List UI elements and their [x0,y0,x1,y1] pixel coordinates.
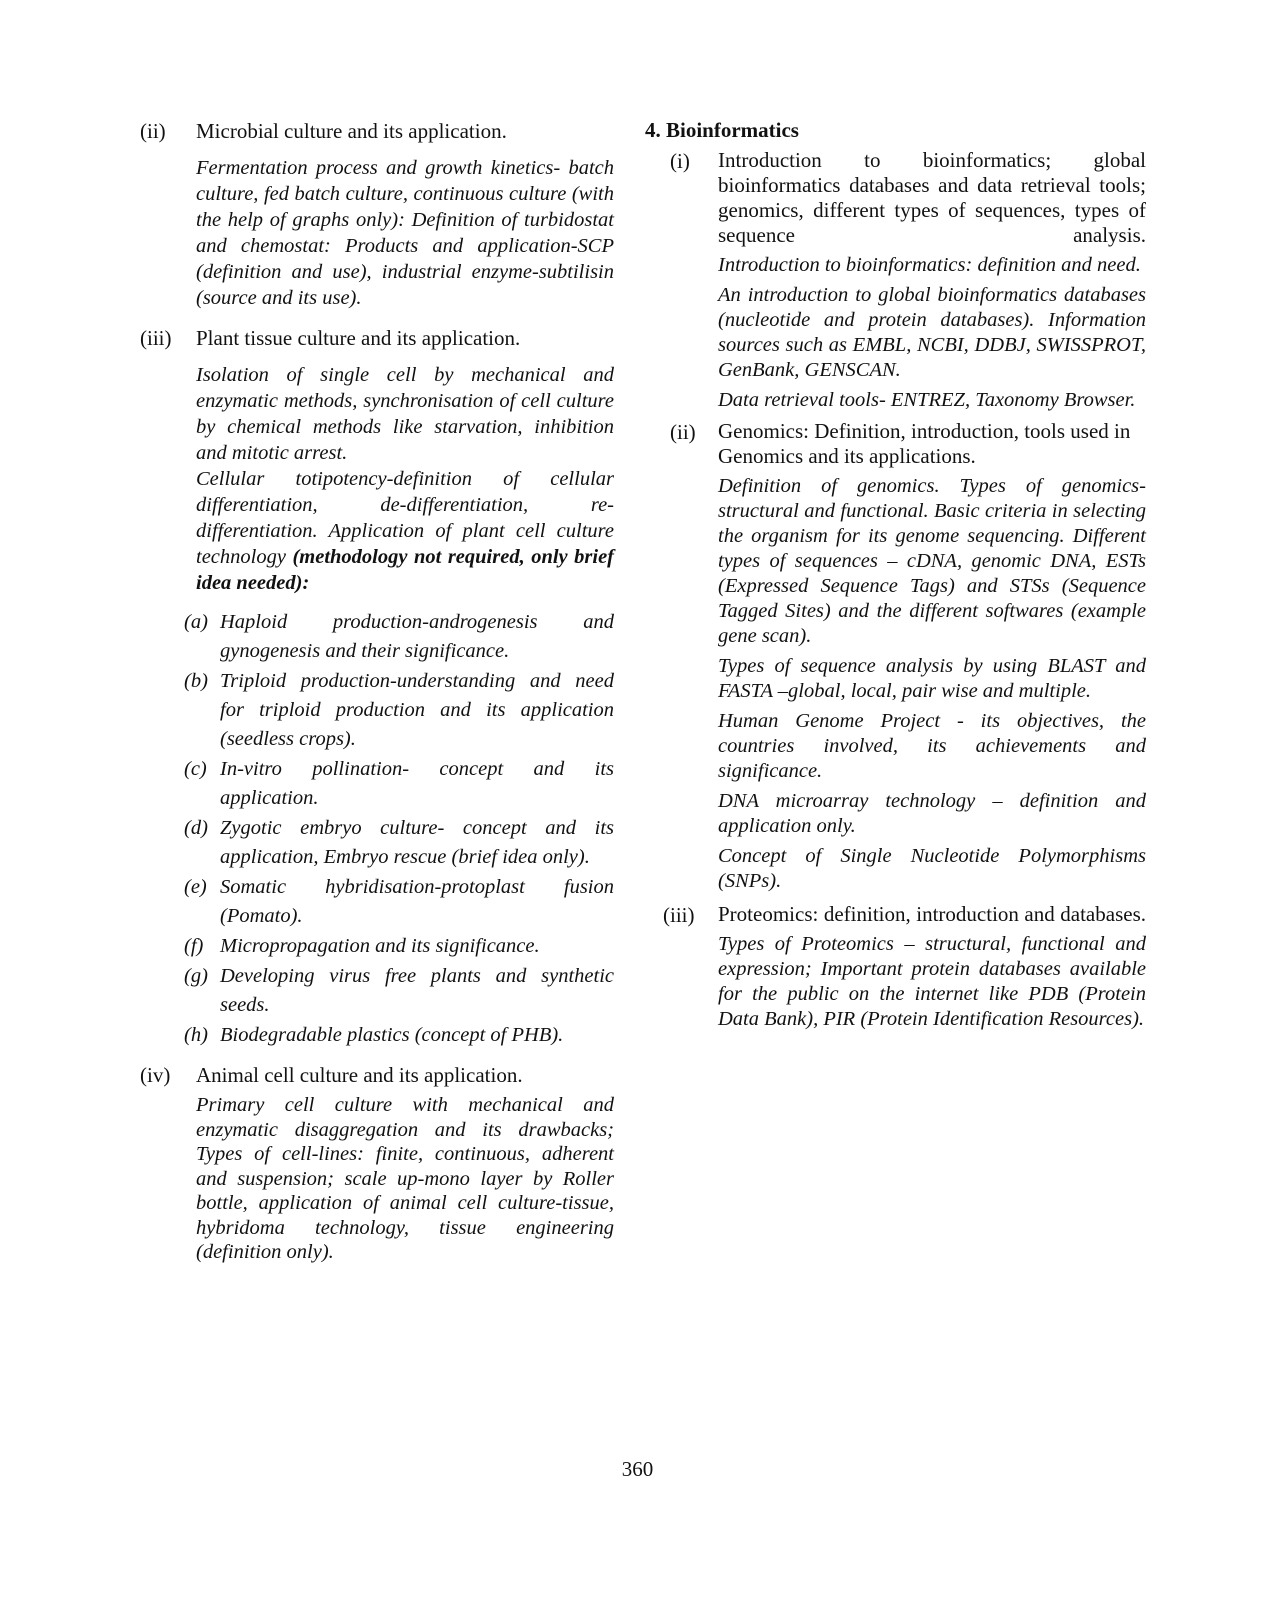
item-number: (iii) [140,326,172,350]
list-text: Zygotic embryo culture- concept and its application, Embryo rescue (brief idea only). [220,817,614,868]
section-heading: 4. Bioinformatics [645,118,799,142]
list-label: (c) [184,758,207,780]
topic-title: Animal cell culture and its application. [196,1063,523,1087]
topic-description: Introduction to bioinformatics: definition and need. [718,254,1141,276]
topic-title: Proteomics: definition, introduction and databases. [718,902,1146,926]
topic-description: Primary cell culture with mechanical and enzymatic disaggregation and its drawbacks; Types of cell-lines: finite, continuous, adherent and suspension; scale up-mono layer by Roller bottle, application of animal cell culture-tissue, hybridoma technology, tissue engineering (definition only). [196,1094,614,1263]
item-number: (ii) [670,420,696,444]
list-item [184,932,614,961]
topic-description: Definition of genomics. Types of genomics- structural and functional. Basic criteria in selecting the organism for its genome sequencing. Different types of sequences – cDNA, genomic DNA, ESTs (Expressed Sequence Tags) and STSs (Sequence Tagged Sites) and the different softwares (example gene scan). [718,475,1146,647]
right-column [645,118,1146,1032]
topic-animal-cell-culture [140,1062,614,1265]
topic-title: Plant tissue culture and its application. [196,326,521,350]
topic-description: Types of sequence analysis by using BLAST and FASTA –global, local, pair wise and multiple. [718,655,1146,702]
list-item [184,667,614,754]
list-item [184,962,614,1020]
topic-description: Isolation of single cell by mechanical and enzymatic methods, synchronisation of cell culture by chemical methods like starvation, inhibition and mitotic arrest. [196,364,614,464]
topic-description: Types of Proteomics – structural, functional and expression; Important protein databases available for the public on the internet like PDB (Protein Data Bank), PIR (Protein Identification Resources). [718,933,1146,1030]
list-item [184,873,614,931]
list-label: (g) [184,965,208,987]
list-item [184,1021,614,1050]
list-label: (f) [184,935,204,957]
list-label: (h) [184,1024,208,1046]
list-text: Biodegradable plastics (concept of PHB). [220,1024,564,1046]
list-text: Developing virus free plants and synthetic seeds. [220,965,614,1016]
list-text: Triploid production-understanding and need for triploid production and its application (seedless crops). [220,670,614,750]
topic-title: Introduction to bioinformatics; global bioinformatics databases and data retrieval tools; genomics, different types of sequences, types of sequence analysis. [718,148,1146,247]
topic-title: Genomics: Definition, introduction, tools used in Genomics and its applications. [718,419,1131,468]
page-number: 360 [621,1457,654,1481]
topic-description: Fermentation process and growth kinetics- batch culture, fed batch culture, continuous culture (with the help of graphs only): Definition of turbidostat and chemostat: Products and application-SCP (definition and use), industrial enzyme-subtilisin (source and its use). [196,157,614,309]
item-number: (ii) [140,119,166,143]
list-text: Haploid production-androgenesis and gynogenesis and their significance. [220,611,614,662]
item-number: (i) [670,149,690,173]
item-number: (iv) [140,1063,171,1087]
topic-title: Microbial culture and its application. [196,119,507,143]
list-label: (e) [184,876,207,898]
list-text: Somatic hybridisation-protoplast fusion (Pomato). [220,876,614,927]
emphasis-text: (methodology not required, only brief idea needed): [196,546,615,594]
list-text: Micropropagation and its significance. [220,935,540,957]
topic-description: Concept of Single Nucleotide Polymorphisms (SNPs). [718,845,1146,892]
list-item [184,608,614,666]
list-label: (d) [184,817,208,839]
topic-introduction-bioinformatics [663,148,1146,413]
topic-description: Human Genome Project - its objectives, the countries involved, its achievements and significance. [718,710,1146,782]
list-text: In-vitro pollination- concept and its application. [220,758,614,809]
item-number: (iii) [663,903,695,927]
topic-description: Data retrieval tools- ENTREZ, Taxonomy Browser. [718,389,1136,411]
topic-plant-tissue-culture [140,325,614,1050]
list-item [184,814,614,872]
left-column [140,118,614,1265]
list-label: (a) [184,611,208,633]
topic-description: An introduction to global bioinformatics databases (nucleotide and protein databases). Information sources such as EMBL, NCBI, DDBJ, SWISSPROT, GenBank, GENSCAN. [718,284,1146,381]
topic-microbial-culture [140,118,614,311]
list-label: (b) [184,670,208,692]
topic-proteomics [663,902,1146,1032]
topic-description [196,466,614,596]
description-text: Cellular totipotency-definition of cellular differentiation, de-differentiation, re-differentiation. Application of plant cell culture technology [196,468,614,568]
topic-description: DNA microarray technology – definition and application only. [718,790,1146,837]
topic-genomics [663,419,1146,894]
list-item [184,755,614,813]
sub-list [184,608,614,1050]
